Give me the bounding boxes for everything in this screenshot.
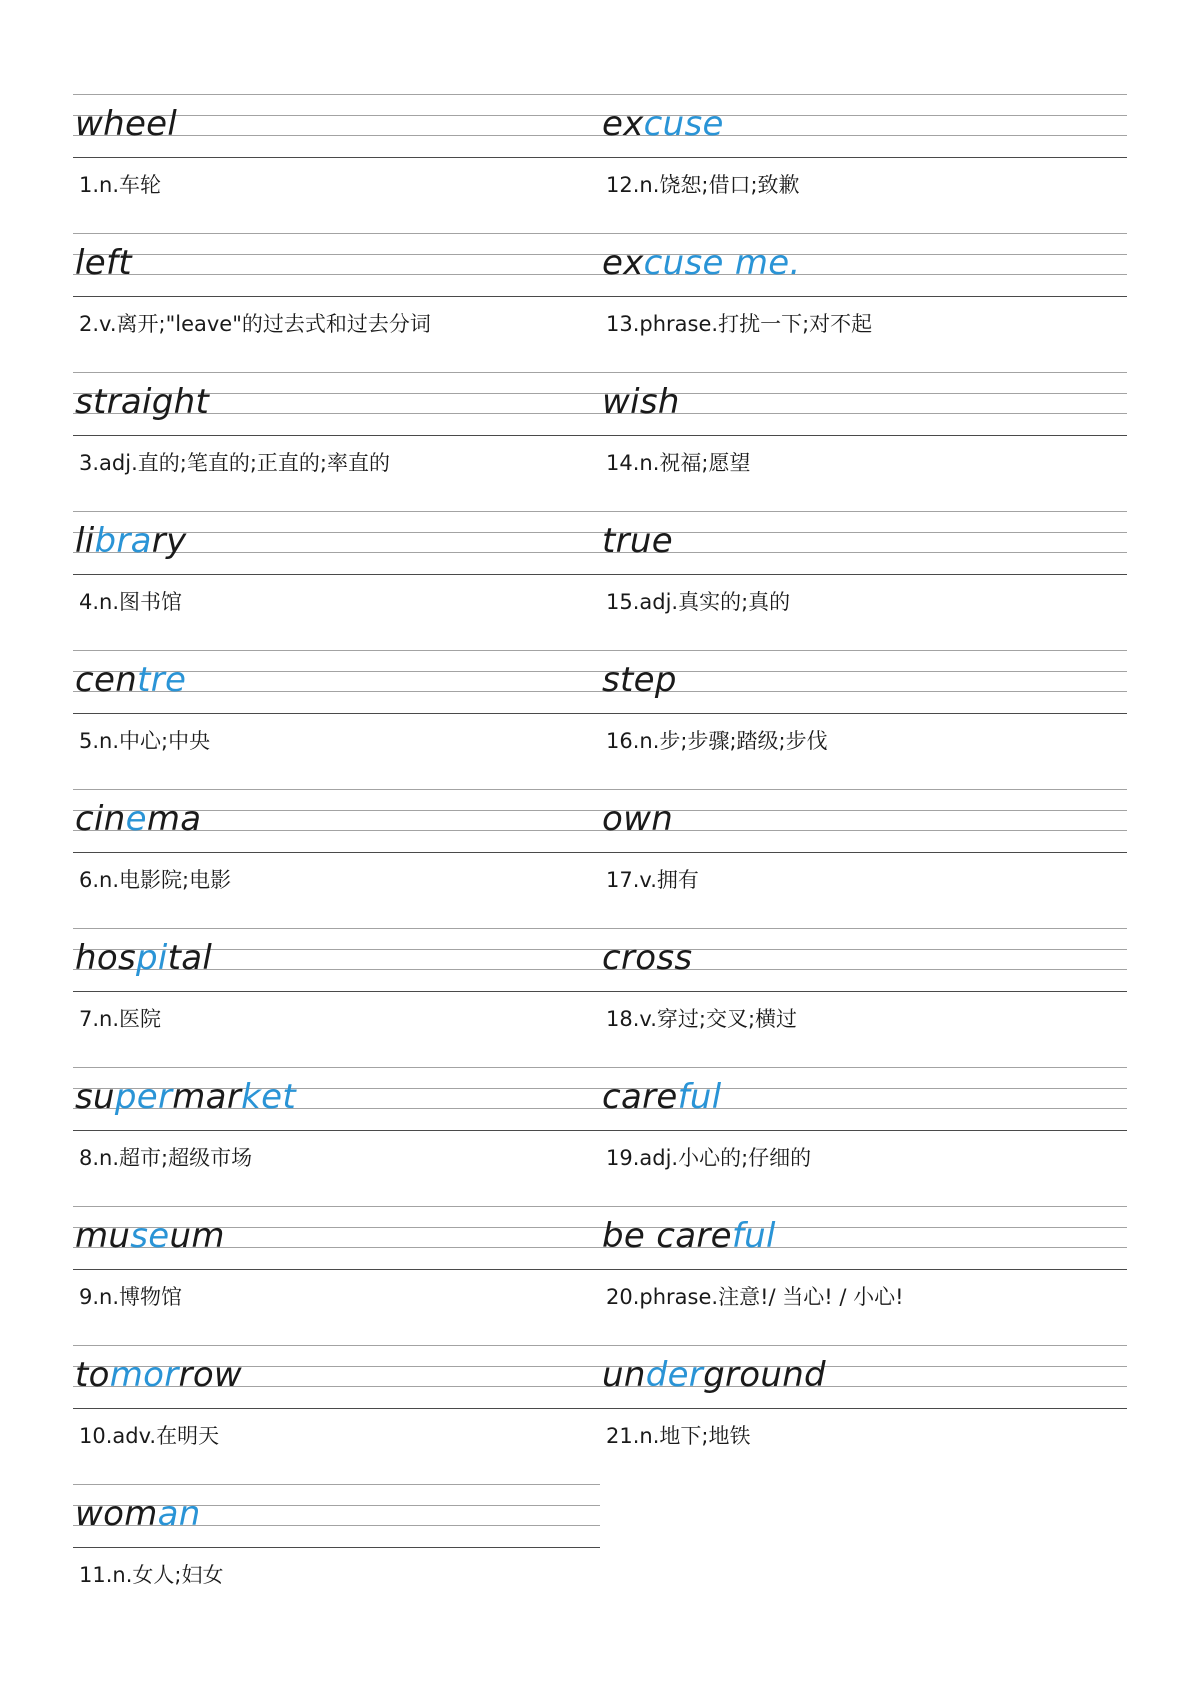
vocab-meaning: 19.adj.小心的;仔细的	[606, 1146, 812, 1170]
highlighted-syllable: ful	[677, 1077, 722, 1117]
word-syllable: row	[178, 1355, 243, 1395]
baseline-rule	[73, 1547, 600, 1548]
guide-line	[600, 1206, 1127, 1207]
highlighted-syllable: cuse me.	[643, 243, 801, 283]
vocab-entry	[600, 789, 1127, 928]
guide-line	[73, 928, 600, 929]
word-syllable: cin	[75, 799, 126, 839]
vocab-meaning: 15.adj.真实的;真的	[606, 590, 791, 614]
vocab-word	[75, 938, 212, 978]
baseline-rule	[600, 1269, 1127, 1270]
handwriting-guide-lines	[73, 1484, 600, 1548]
vocab-entry	[600, 372, 1127, 511]
word-syllable: wish	[602, 382, 680, 422]
handwriting-guide-lines	[73, 650, 600, 714]
vocab-meaning: 8.n.超市;超级市场	[79, 1146, 253, 1170]
guide-line	[600, 552, 1127, 553]
guide-line	[600, 928, 1127, 929]
baseline-rule	[600, 1408, 1127, 1409]
highlighted-syllable: cuse	[643, 104, 724, 144]
guide-line	[73, 1067, 600, 1068]
handwriting-guide-lines	[600, 1345, 1127, 1409]
handwriting-guide-lines	[600, 650, 1127, 714]
highlighted-syllable: per	[114, 1077, 173, 1117]
highlighted-syllable: an	[157, 1494, 201, 1534]
vocabulary-column-right	[600, 94, 1127, 1484]
baseline-rule	[600, 435, 1127, 436]
guide-line	[600, 810, 1127, 811]
highlighted-syllable: mor	[109, 1355, 179, 1395]
highlighted-syllable: bra	[94, 521, 152, 561]
highlighted-syllable: ket	[241, 1077, 296, 1117]
baseline-rule	[600, 157, 1127, 158]
vocab-word	[75, 1355, 242, 1395]
vocab-word	[75, 104, 177, 144]
word-syllable: um	[169, 1216, 225, 1256]
handwriting-guide-lines	[73, 1067, 600, 1131]
vocab-meaning: 14.n.祝福;愿望	[606, 451, 751, 475]
word-syllable: be care	[602, 1216, 732, 1256]
word-syllable: hos	[75, 938, 136, 978]
vocab-meaning: 5.n.中心;中央	[79, 729, 211, 753]
vocab-entry	[73, 650, 600, 789]
baseline-rule	[73, 991, 600, 992]
vocab-entry	[600, 1206, 1127, 1345]
baseline-rule	[600, 713, 1127, 714]
vocab-word	[602, 104, 724, 144]
vocab-word	[75, 243, 132, 283]
vocab-word	[75, 1077, 296, 1117]
word-syllable: ex	[602, 104, 644, 144]
word-syllable: to	[75, 1355, 110, 1395]
handwriting-guide-lines	[73, 1206, 600, 1270]
baseline-rule	[73, 1130, 600, 1131]
vocabulary-column-left	[73, 94, 600, 1623]
vocab-meaning: 7.n.医院	[79, 1007, 162, 1031]
vocab-word	[602, 799, 673, 839]
handwriting-guide-lines	[600, 1067, 1127, 1131]
word-syllable: ground	[703, 1355, 826, 1395]
vocab-entry	[600, 233, 1127, 372]
guide-line	[600, 372, 1127, 373]
handwriting-guide-lines	[73, 511, 600, 575]
handwriting-guide-lines	[600, 372, 1127, 436]
guide-line	[600, 671, 1127, 672]
word-syllable: straight	[75, 382, 210, 422]
handwriting-guide-lines	[73, 789, 600, 853]
baseline-rule	[73, 1408, 600, 1409]
vocab-word	[75, 1494, 201, 1534]
vocab-meaning: 1.n.车轮	[79, 173, 162, 197]
guide-line	[73, 94, 600, 95]
guide-line	[600, 233, 1127, 234]
vocab-word	[602, 521, 673, 561]
vocab-word	[602, 1355, 826, 1395]
guide-line	[73, 1206, 600, 1207]
vocab-entry	[73, 1206, 600, 1345]
vocab-word	[75, 382, 209, 422]
guide-line	[600, 691, 1127, 692]
vocab-meaning: 16.n.步;步骤;踏级;步伐	[606, 729, 828, 753]
word-syllable: tal	[167, 938, 213, 978]
highlighted-syllable: ful	[731, 1216, 776, 1256]
vocab-entry	[73, 372, 600, 511]
vocab-meaning: 6.n.电影院;电影	[79, 868, 232, 892]
word-syllable: un	[602, 1355, 646, 1395]
word-syllable: care	[602, 1077, 678, 1117]
vocab-word	[75, 1216, 225, 1256]
vocab-entry	[600, 928, 1127, 1067]
baseline-rule	[600, 852, 1127, 853]
guide-line	[73, 511, 600, 512]
vocab-meaning: 13.phrase.打扰一下;对不起	[606, 312, 873, 336]
vocab-meaning: 2.v.离开;"leave"的过去式和过去分词	[79, 312, 431, 336]
vocab-entry	[73, 511, 600, 650]
handwriting-guide-lines	[600, 789, 1127, 853]
guide-line	[600, 789, 1127, 790]
word-syllable: ex	[602, 243, 644, 283]
vocab-entry	[73, 1345, 600, 1484]
baseline-rule	[600, 1130, 1127, 1131]
vocab-meaning: 17.v.拥有	[606, 868, 699, 892]
handwriting-guide-lines	[600, 1206, 1127, 1270]
baseline-rule	[600, 991, 1127, 992]
vocab-entry	[73, 928, 600, 1067]
word-syllable: ma	[146, 799, 202, 839]
baseline-rule	[73, 713, 600, 714]
vocab-word	[602, 1077, 722, 1117]
vocab-meaning: 3.adj.直的;笔直的;正直的;率直的	[79, 451, 390, 475]
vocab-entry	[73, 1067, 600, 1206]
highlighted-syllable: der	[645, 1355, 704, 1395]
guide-line	[73, 650, 600, 651]
vocab-entry	[73, 233, 600, 372]
word-syllable: mu	[75, 1216, 131, 1256]
handwriting-guide-lines	[73, 233, 600, 297]
vocab-entry	[600, 94, 1127, 233]
word-syllable: cross	[602, 938, 693, 978]
highlighted-syllable: tre	[137, 660, 187, 700]
guide-line	[73, 254, 600, 255]
guide-line	[600, 1067, 1127, 1068]
guide-line	[73, 233, 600, 234]
vocab-meaning: 21.n.地下;地铁	[606, 1424, 751, 1448]
guide-line	[73, 372, 600, 373]
baseline-rule	[73, 852, 600, 853]
vocab-entry	[73, 789, 600, 928]
guide-line	[600, 1345, 1127, 1346]
word-syllable: wom	[75, 1494, 158, 1534]
word-syllable: wheel	[75, 104, 178, 144]
baseline-rule	[73, 296, 600, 297]
word-syllable: left	[75, 243, 132, 283]
vocab-entry	[73, 94, 600, 233]
baseline-rule	[73, 157, 600, 158]
vocab-word	[75, 521, 187, 561]
word-syllable: su	[75, 1077, 115, 1117]
vocab-word	[602, 1216, 776, 1256]
vocab-meaning: 11.n.女人;妇女	[79, 1563, 224, 1587]
guide-line	[73, 1345, 600, 1346]
baseline-rule	[73, 1269, 600, 1270]
highlighted-syllable: se	[130, 1216, 170, 1256]
vocab-meaning: 10.adv.在明天	[79, 1424, 220, 1448]
handwriting-guide-lines	[73, 94, 600, 158]
word-syllable: mar	[172, 1077, 242, 1117]
baseline-rule	[600, 296, 1127, 297]
vocab-entry	[73, 1484, 600, 1623]
vocab-word	[75, 799, 201, 839]
vocab-word	[602, 243, 801, 283]
guide-line	[73, 1484, 600, 1485]
vocab-meaning: 4.n.图书馆	[79, 590, 183, 614]
handwriting-guide-lines	[73, 372, 600, 436]
vocab-word	[602, 938, 692, 978]
handwriting-guide-lines	[73, 1345, 600, 1409]
word-syllable: true	[602, 521, 673, 561]
highlighted-syllable: pi	[135, 938, 168, 978]
vocab-entry	[600, 1345, 1127, 1484]
vocab-meaning: 18.v.穿过;交叉;横过	[606, 1007, 798, 1031]
word-syllable: own	[602, 799, 674, 839]
guide-line	[600, 650, 1127, 651]
handwriting-guide-lines	[73, 928, 600, 992]
word-syllable: ry	[151, 521, 187, 561]
vocab-word	[602, 660, 677, 700]
word-syllable: cen	[75, 660, 138, 700]
word-syllable: step	[602, 660, 677, 700]
vocab-entry	[600, 1067, 1127, 1206]
vocab-word	[75, 660, 186, 700]
guide-line	[600, 532, 1127, 533]
guide-line	[600, 830, 1127, 831]
handwriting-guide-lines	[600, 94, 1127, 158]
vocab-entry	[600, 511, 1127, 650]
handwriting-guide-lines	[600, 511, 1127, 575]
word-syllable: li	[75, 521, 95, 561]
guide-line	[73, 789, 600, 790]
guide-line	[600, 94, 1127, 95]
guide-line	[73, 274, 600, 275]
vocab-meaning: 20.phrase.注意!/ 当心! / 小心!	[606, 1285, 904, 1309]
handwriting-guide-lines	[600, 233, 1127, 297]
vocab-entry	[600, 650, 1127, 789]
vocab-meaning: 12.n.饶恕;借口;致歉	[606, 173, 800, 197]
guide-line	[600, 511, 1127, 512]
baseline-rule	[73, 435, 600, 436]
highlighted-syllable: e	[125, 799, 147, 839]
vocab-word	[602, 382, 680, 422]
baseline-rule	[600, 574, 1127, 575]
handwriting-guide-lines	[600, 928, 1127, 992]
baseline-rule	[73, 574, 600, 575]
vocab-meaning: 9.n.博物馆	[79, 1285, 183, 1309]
